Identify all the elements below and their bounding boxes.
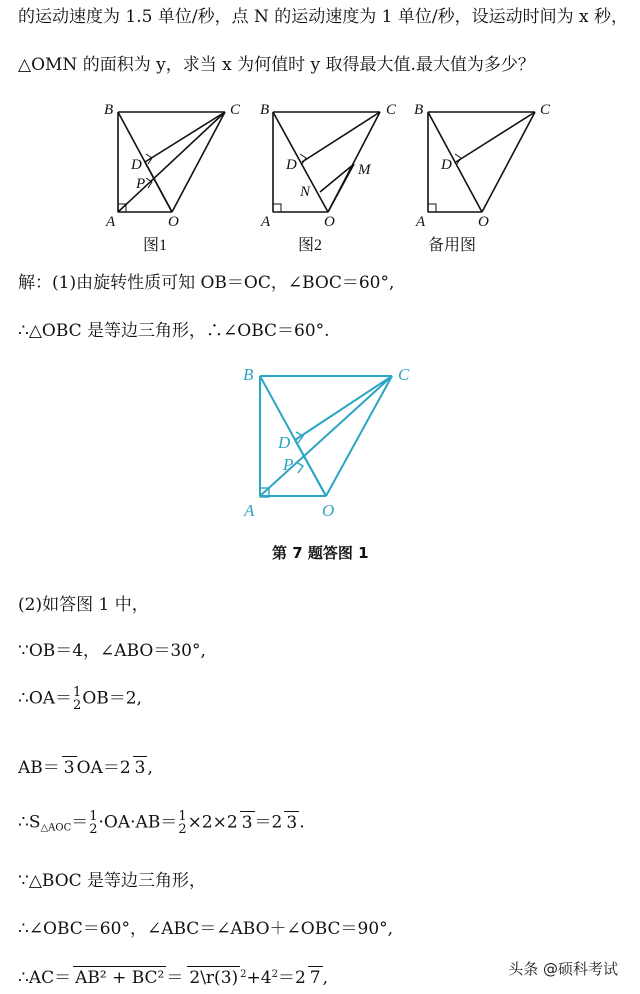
figure-1-caption: 图1	[143, 237, 168, 254]
step-4: $\therefore S_{\triangle AOC}=$ 1 2 ·OA·AB＝ 1 2 ×2×2 3 ＝2 3 .	[18, 809, 305, 837]
label-A: A	[416, 214, 426, 230]
label-O: O	[478, 214, 489, 230]
label-O: O	[324, 214, 335, 230]
label-B: B	[104, 102, 114, 118]
label-O: O	[168, 214, 179, 230]
watermark: 头条 @硕科考试	[508, 960, 618, 978]
answer-label-D: D	[278, 433, 291, 452]
solution-part1-line1: 解：(1)由旋转性质可知 OB＝OC，∠BOC＝60°,	[18, 273, 395, 293]
answer-label-B: B	[243, 365, 254, 384]
label-B: B	[260, 102, 270, 118]
answer-figure	[0, 358, 640, 538]
label-A: A	[261, 214, 271, 230]
label-C: C	[540, 102, 551, 118]
label-M: M	[358, 162, 371, 178]
label-C: C	[230, 102, 241, 118]
problem-line-1: 的运动速度为 1.5 单位/秒，点 N 的运动速度为 1 单位/秒，设运动时间为 x 秒，	[18, 7, 628, 27]
label-C: C	[386, 102, 397, 118]
step-7: ∴AC＝ AB² + BC² ＝ 2\r(3) $^2+4^2=2$ 7 ,	[18, 968, 329, 988]
step-1: ∵OB＝4，∠ABO＝30°,	[18, 641, 206, 661]
answer-label-A: A	[244, 501, 255, 520]
step-5: ∵△BOC 是等边三角形，	[18, 871, 207, 891]
figure-2-caption: 图2	[298, 237, 323, 254]
answer-figure-caption: 第 7 题答图 1	[272, 544, 369, 562]
label-D: D	[286, 157, 297, 173]
answer-label-O: O	[322, 501, 335, 520]
figure-3-caption: 备用图	[428, 237, 477, 254]
answer-label-P: P	[283, 455, 294, 474]
label-A: A	[106, 214, 116, 230]
label-D: D	[131, 157, 142, 173]
fraction: 1 2	[73, 685, 82, 713]
step-2: ∴OA＝ 1 2 OB＝2,	[18, 685, 142, 713]
problem-line-2: △OMN 的面积为 y，求当 x 为何值时 y 取得最大值.最大值为多少？	[18, 55, 535, 75]
label-P: P	[136, 176, 146, 192]
label-B: B	[414, 102, 424, 118]
step-6: ∴∠OBC＝60°，∠ABC＝∠ABO＋∠OBC＝90°,	[18, 919, 394, 939]
solution-part1-line2: ∴△OBC 是等边三角形，∴∠OBC＝60°.	[18, 321, 330, 341]
problem-figures	[0, 92, 640, 252]
label-D: D	[441, 157, 452, 173]
part2-intro: (2)如答图 1 中，	[18, 595, 149, 615]
step-3: AB＝ 3 OA＝2 3 ,	[18, 758, 153, 778]
label-N: N	[300, 184, 311, 200]
answer-label-C: C	[398, 365, 410, 384]
